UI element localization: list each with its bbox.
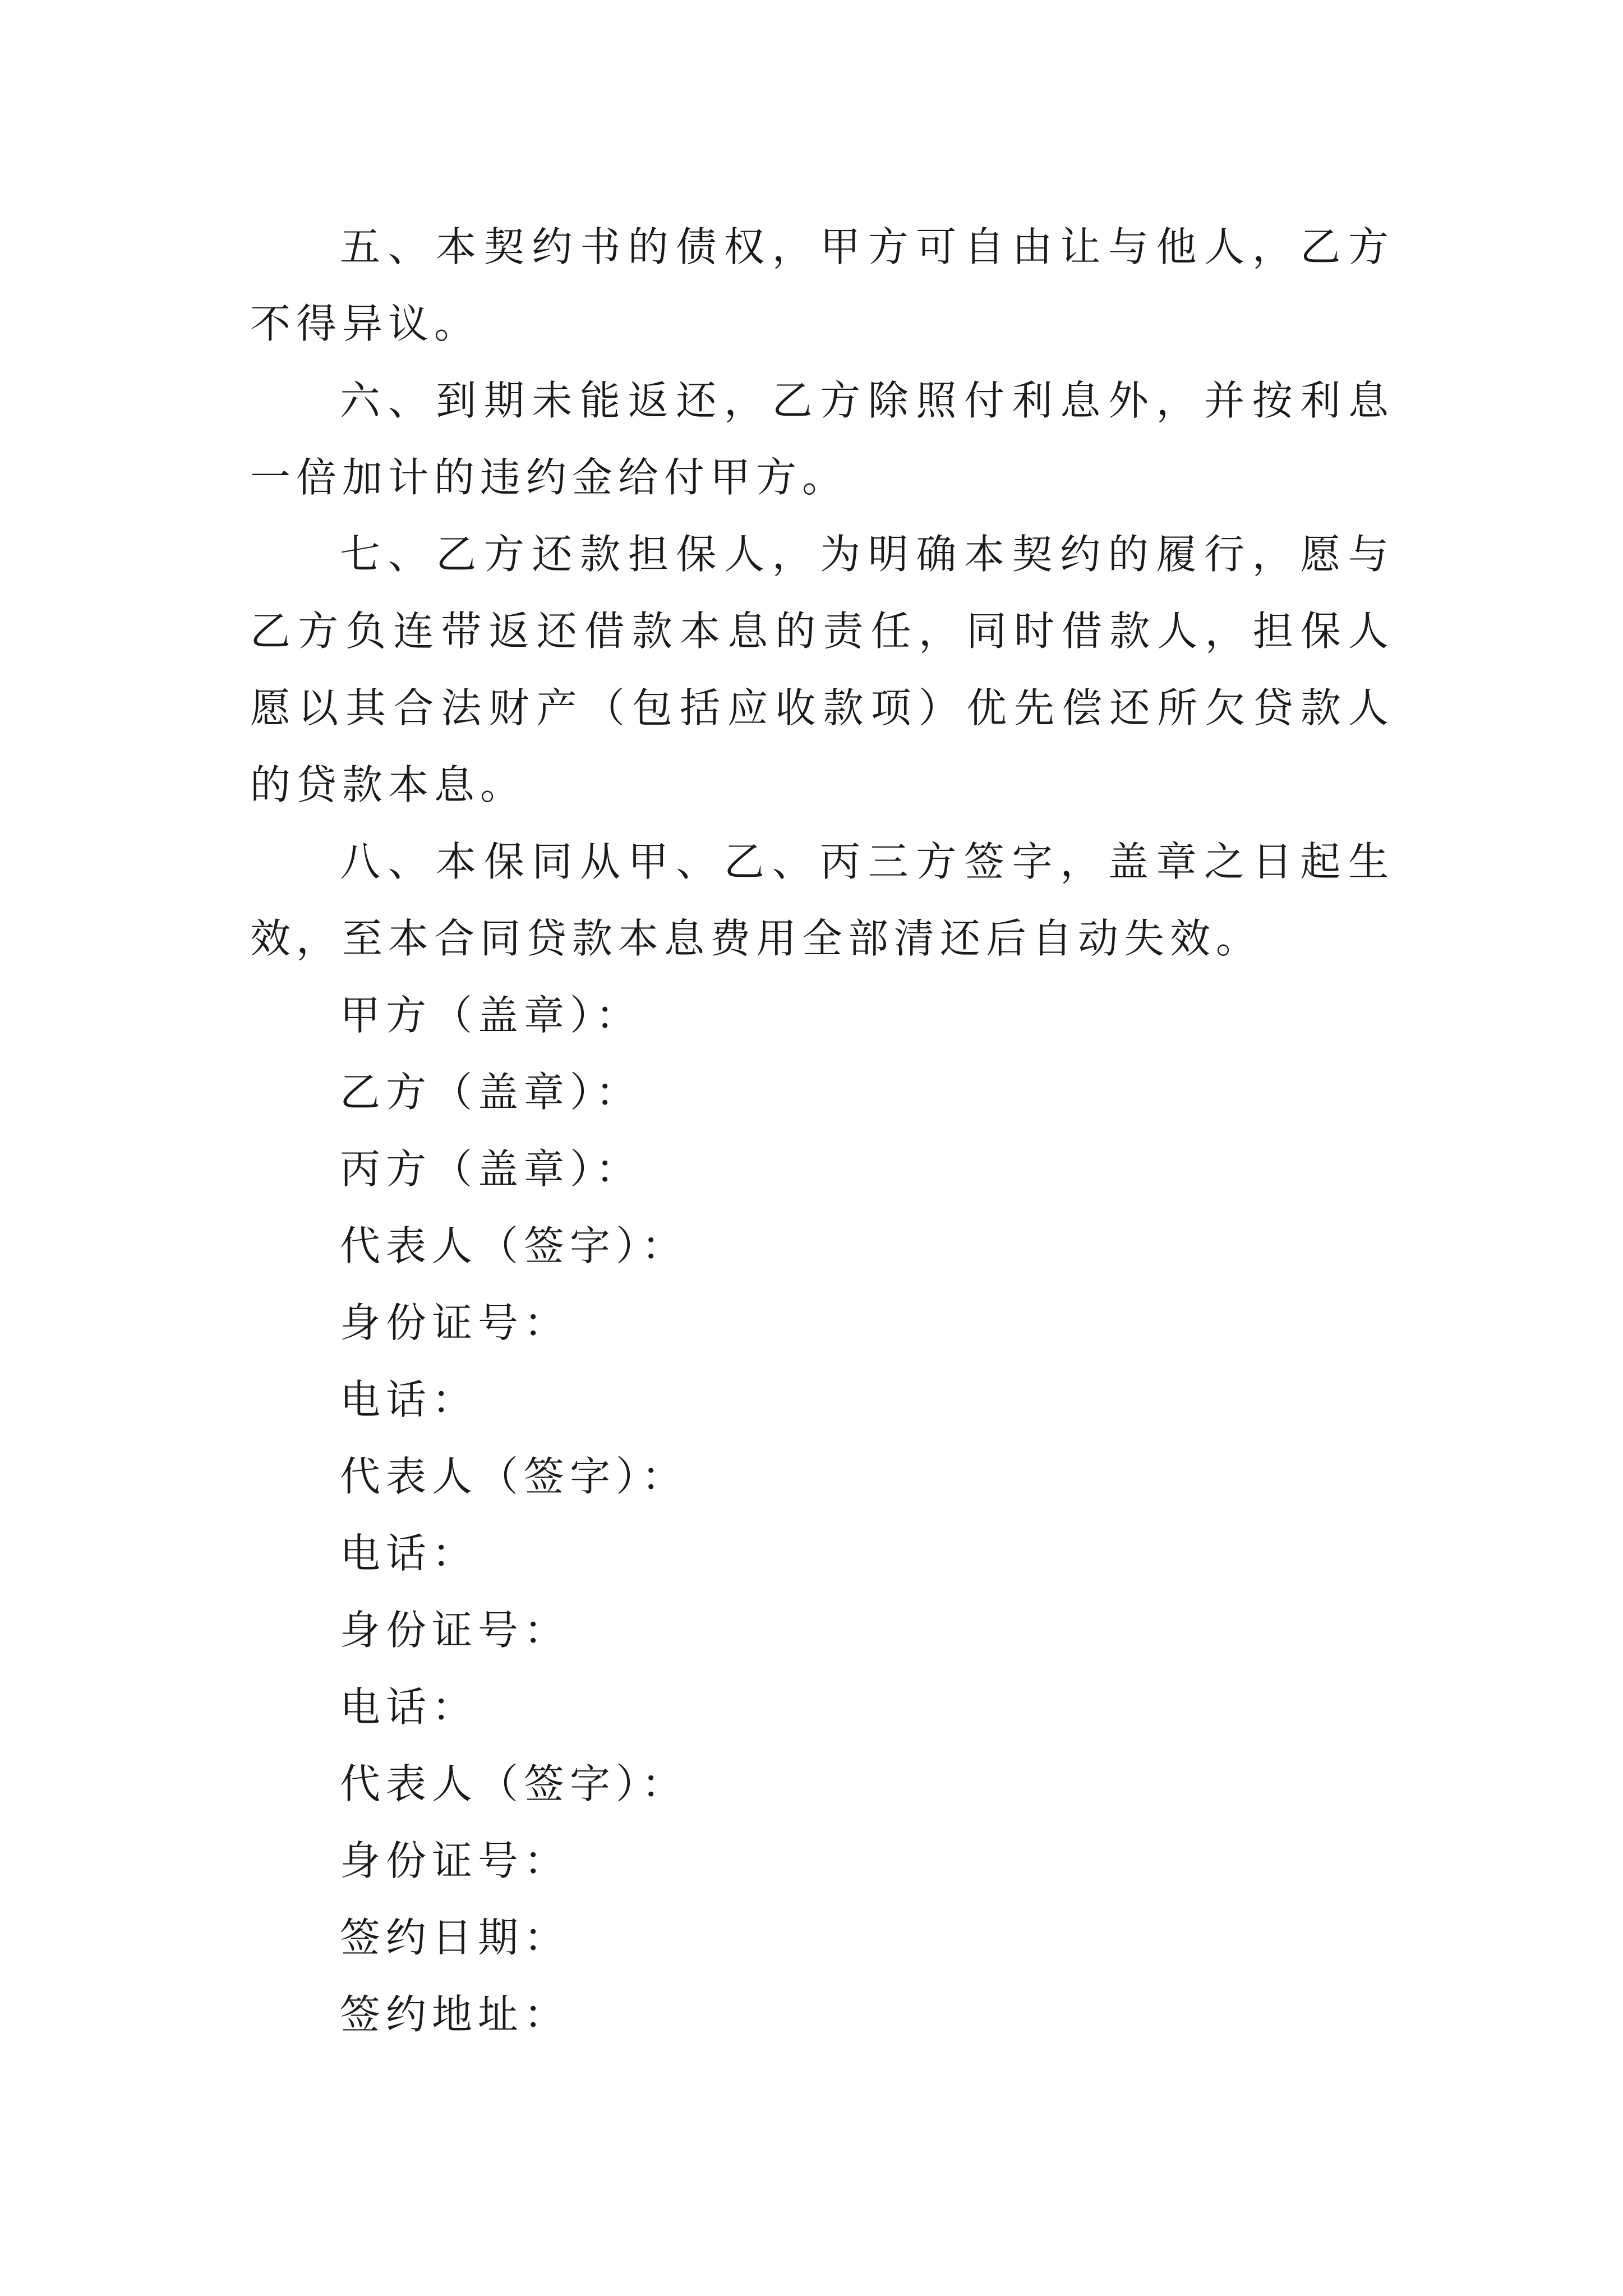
- party-a-seal-label: 甲方（盖章）：: [340, 992, 642, 1039]
- party-b-seal-label: 乙方（盖章）：: [340, 1069, 642, 1116]
- document-page: [250, 209, 1394, 2053]
- representative-signature-label: 代表人（签字）：: [340, 1760, 688, 1807]
- party-c-seal-label: 丙方（盖章）：: [340, 1145, 642, 1193]
- id-number-label: 身份证号：: [340, 1607, 570, 1654]
- signing-address-label: 签约地址：: [340, 1991, 570, 2038]
- clause-5: 五、本契约书的债权，甲方可自由让与他人，乙方不得异议。: [250, 223, 1394, 347]
- clause-7: 七、乙方还款担保人，为明确本契约的履行，愿与乙方负连带返还借款本息的责任，同时借款人，担保人愿以其合法财产（包括应收款项）优先偿还所欠贷款人的贷款本息。: [250, 531, 1394, 808]
- phone-label: 电话：: [340, 1683, 478, 1731]
- signing-date-label: 签约日期：: [340, 1914, 570, 1961]
- clause-8: 八、本保同从甲、乙、丙三方签字，盖章之日起生效，至本合同贷款本息费用全部清还后自动失效。: [250, 838, 1394, 962]
- id-number-label: 身份证号：: [340, 1299, 570, 1346]
- phone-label: 电话：: [340, 1530, 478, 1577]
- representative-signature-label: 代表人（签字）：: [340, 1453, 688, 1500]
- phone-label: 电话：: [340, 1376, 478, 1423]
- clause-6: 六、到期未能返还，乙方除照付利息外，并按利息一倍加计的违约金给付甲方。: [250, 377, 1394, 501]
- id-number-label: 身份证号：: [340, 1837, 570, 1884]
- representative-signature-label: 代表人（签字）：: [340, 1222, 688, 1269]
